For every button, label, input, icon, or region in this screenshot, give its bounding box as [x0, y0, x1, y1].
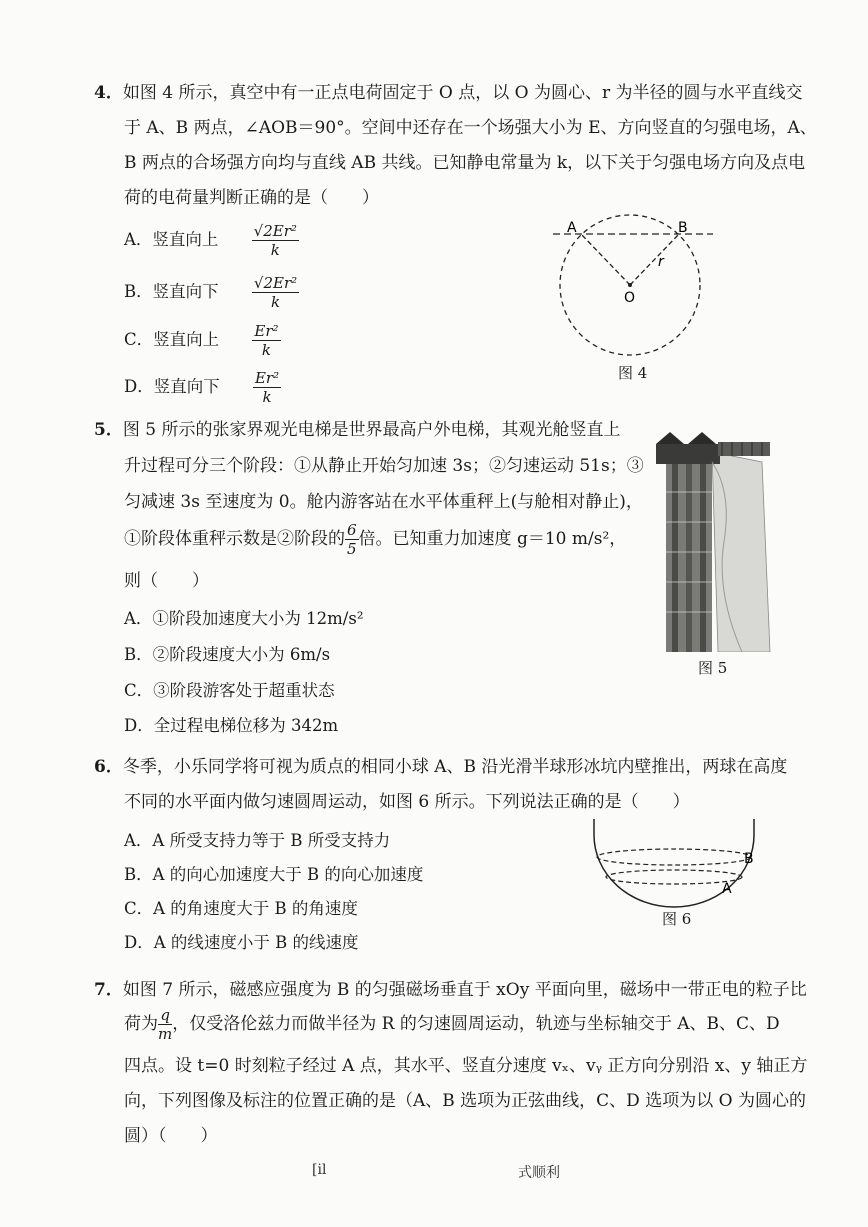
option-d[interactable] — [124, 369, 281, 406]
fraction: $\frac{q}{m}$ — [158, 1006, 173, 1043]
orbit-b — [597, 849, 751, 865]
figure-4-diagram — [545, 200, 720, 370]
label-o: O — [624, 290, 636, 306]
question-text-line: 图 5 所示的张家界观光电梯是世界最高户外电梯，其观光舱竖直上 — [122, 420, 621, 440]
question-text-line: 圆）（ ） — [124, 1126, 218, 1146]
question-number: 4． — [94, 83, 123, 103]
answer-fraction: $\frac{\text{Er²}}{k}$ — [254, 322, 279, 359]
fraction: $\frac{6}{5}$ — [347, 521, 357, 558]
footer-left: [ⅰl — [312, 1162, 327, 1178]
question-text-line: 冬季，小乐同学将可视为质点的相同小球 A、B 沿光滑半球形冰坑内壁推出，两球在高度 — [122, 757, 788, 777]
footer-right: 式顺利 — [518, 1165, 560, 1181]
option-a[interactable]: A．A 所受支持力等于 B 所受支持力 — [124, 831, 391, 850]
figure-6-caption: 图 6 — [662, 910, 692, 928]
option-b[interactable]: B．②阶段速度大小为 6m/s — [124, 645, 331, 664]
question-text-line: 则（ ） — [124, 571, 209, 591]
point-o — [628, 283, 632, 287]
question-text-line: 如图 4 所示，真空中有一正点电荷固定于 O 点，以 O 为圆心、r 为半径的圆与水平直线交 — [122, 83, 803, 103]
label-r: r — [658, 254, 664, 270]
question-text-line: 如图 7 所示，磁感应强度为 B 的匀强磁场垂直于 xOy 平面向里，磁场中一带正电的粒子比 — [122, 980, 807, 1000]
answer-fraction: $\frac{\text{√2Er²}}{k}$ — [253, 274, 298, 311]
option-label: B．竖直向下 — [124, 282, 219, 301]
question-text-line: 荷为 — [124, 1014, 158, 1034]
label-b: B — [678, 220, 688, 236]
option-label: D．竖直向下 — [124, 377, 220, 396]
figure-6-hemisphere — [586, 815, 766, 915]
question-text-line: 向，下列图像及标注的位置正确的是（A、B 选项为正弦曲线，C、D 选项为以 O 为圆心的 — [124, 1091, 806, 1111]
option-c[interactable]: C．③阶段游客处于超重状态 — [124, 681, 335, 700]
answer-fraction: $\frac{\text{√2Er²}}{k}$ — [253, 222, 297, 259]
radius-oa — [581, 234, 630, 285]
question-text-line: 匀减速 3s 至速度为 0。舱内游客站在水平体重秤上(与舱相对静止)， — [124, 492, 643, 512]
question-text-line: 于 A、B 两点，∠AOB＝90°。空间中还存在一个场强大小为 E、方向竖直的匀强电场，A、 — [124, 118, 817, 138]
option-a[interactable] — [124, 222, 299, 259]
question-number: 7． — [94, 980, 123, 1000]
answer-fraction: $\frac{\text{Er²}}{k}$ — [254, 369, 280, 406]
option-d[interactable]: D．全过程电梯位移为 342m — [124, 716, 339, 735]
option-c[interactable] — [124, 322, 281, 359]
figure-5-caption: 图 5 — [698, 659, 728, 677]
option-label: C．竖直向上 — [124, 330, 220, 349]
figure-5-elevator-photo — [652, 432, 772, 652]
question-text-line: ，仅受洛伦兹力而做半径为 R 的匀速圆周运动，轨迹与坐标轴交于 A、B、C、D — [172, 1014, 780, 1034]
figure-4-caption: 图 4 — [618, 364, 648, 382]
question-text-line: 升过程可分三个阶段：①从静止开始匀加速 3s；②匀速运动 51s；③ — [124, 456, 644, 476]
option-b[interactable] — [124, 274, 299, 311]
option-label: A．竖直向上 — [124, 230, 219, 249]
question-text-line: 不同的水平面内做匀速圆周运动，如图 6 所示。下列说法正确的是（ ） — [124, 792, 690, 812]
question-text-line: 四点。设 t=0 时刻粒子经过 A 点，其水平、竖直分速度 vₓ、vᵧ 正方向分别沿 x、y 轴正方 — [124, 1056, 808, 1076]
question-text-line: 倍。已知重力加速度 g＝10 m/s²， — [358, 529, 627, 549]
question-number: 6． — [94, 757, 123, 777]
label-a: A — [722, 881, 732, 897]
question-text-line: ①阶段体重秤示数是②阶段的 — [124, 529, 345, 549]
radius-ob — [630, 234, 679, 285]
question-text-line: 荷的电荷量判断正确的是（ ） — [124, 188, 379, 208]
option-a[interactable]: A．①阶段加速度大小为 12m/s² — [124, 609, 364, 628]
label-a: A — [567, 220, 577, 236]
question-text-line: B 两点的合场强方向均与直线 AB 共线。已知静电常量为 k，以下关于匀强电场方向及点电 — [124, 153, 806, 173]
label-b: B — [744, 851, 754, 867]
question-number: 5． — [94, 420, 123, 440]
option-b[interactable]: B．A 的向心加速度大于 B 的向心加速度 — [124, 865, 424, 884]
option-c[interactable]: C．A 的角速度大于 B 的角速度 — [124, 899, 358, 918]
option-d[interactable]: D．A 的线速度小于 B 的线速度 — [124, 933, 359, 952]
